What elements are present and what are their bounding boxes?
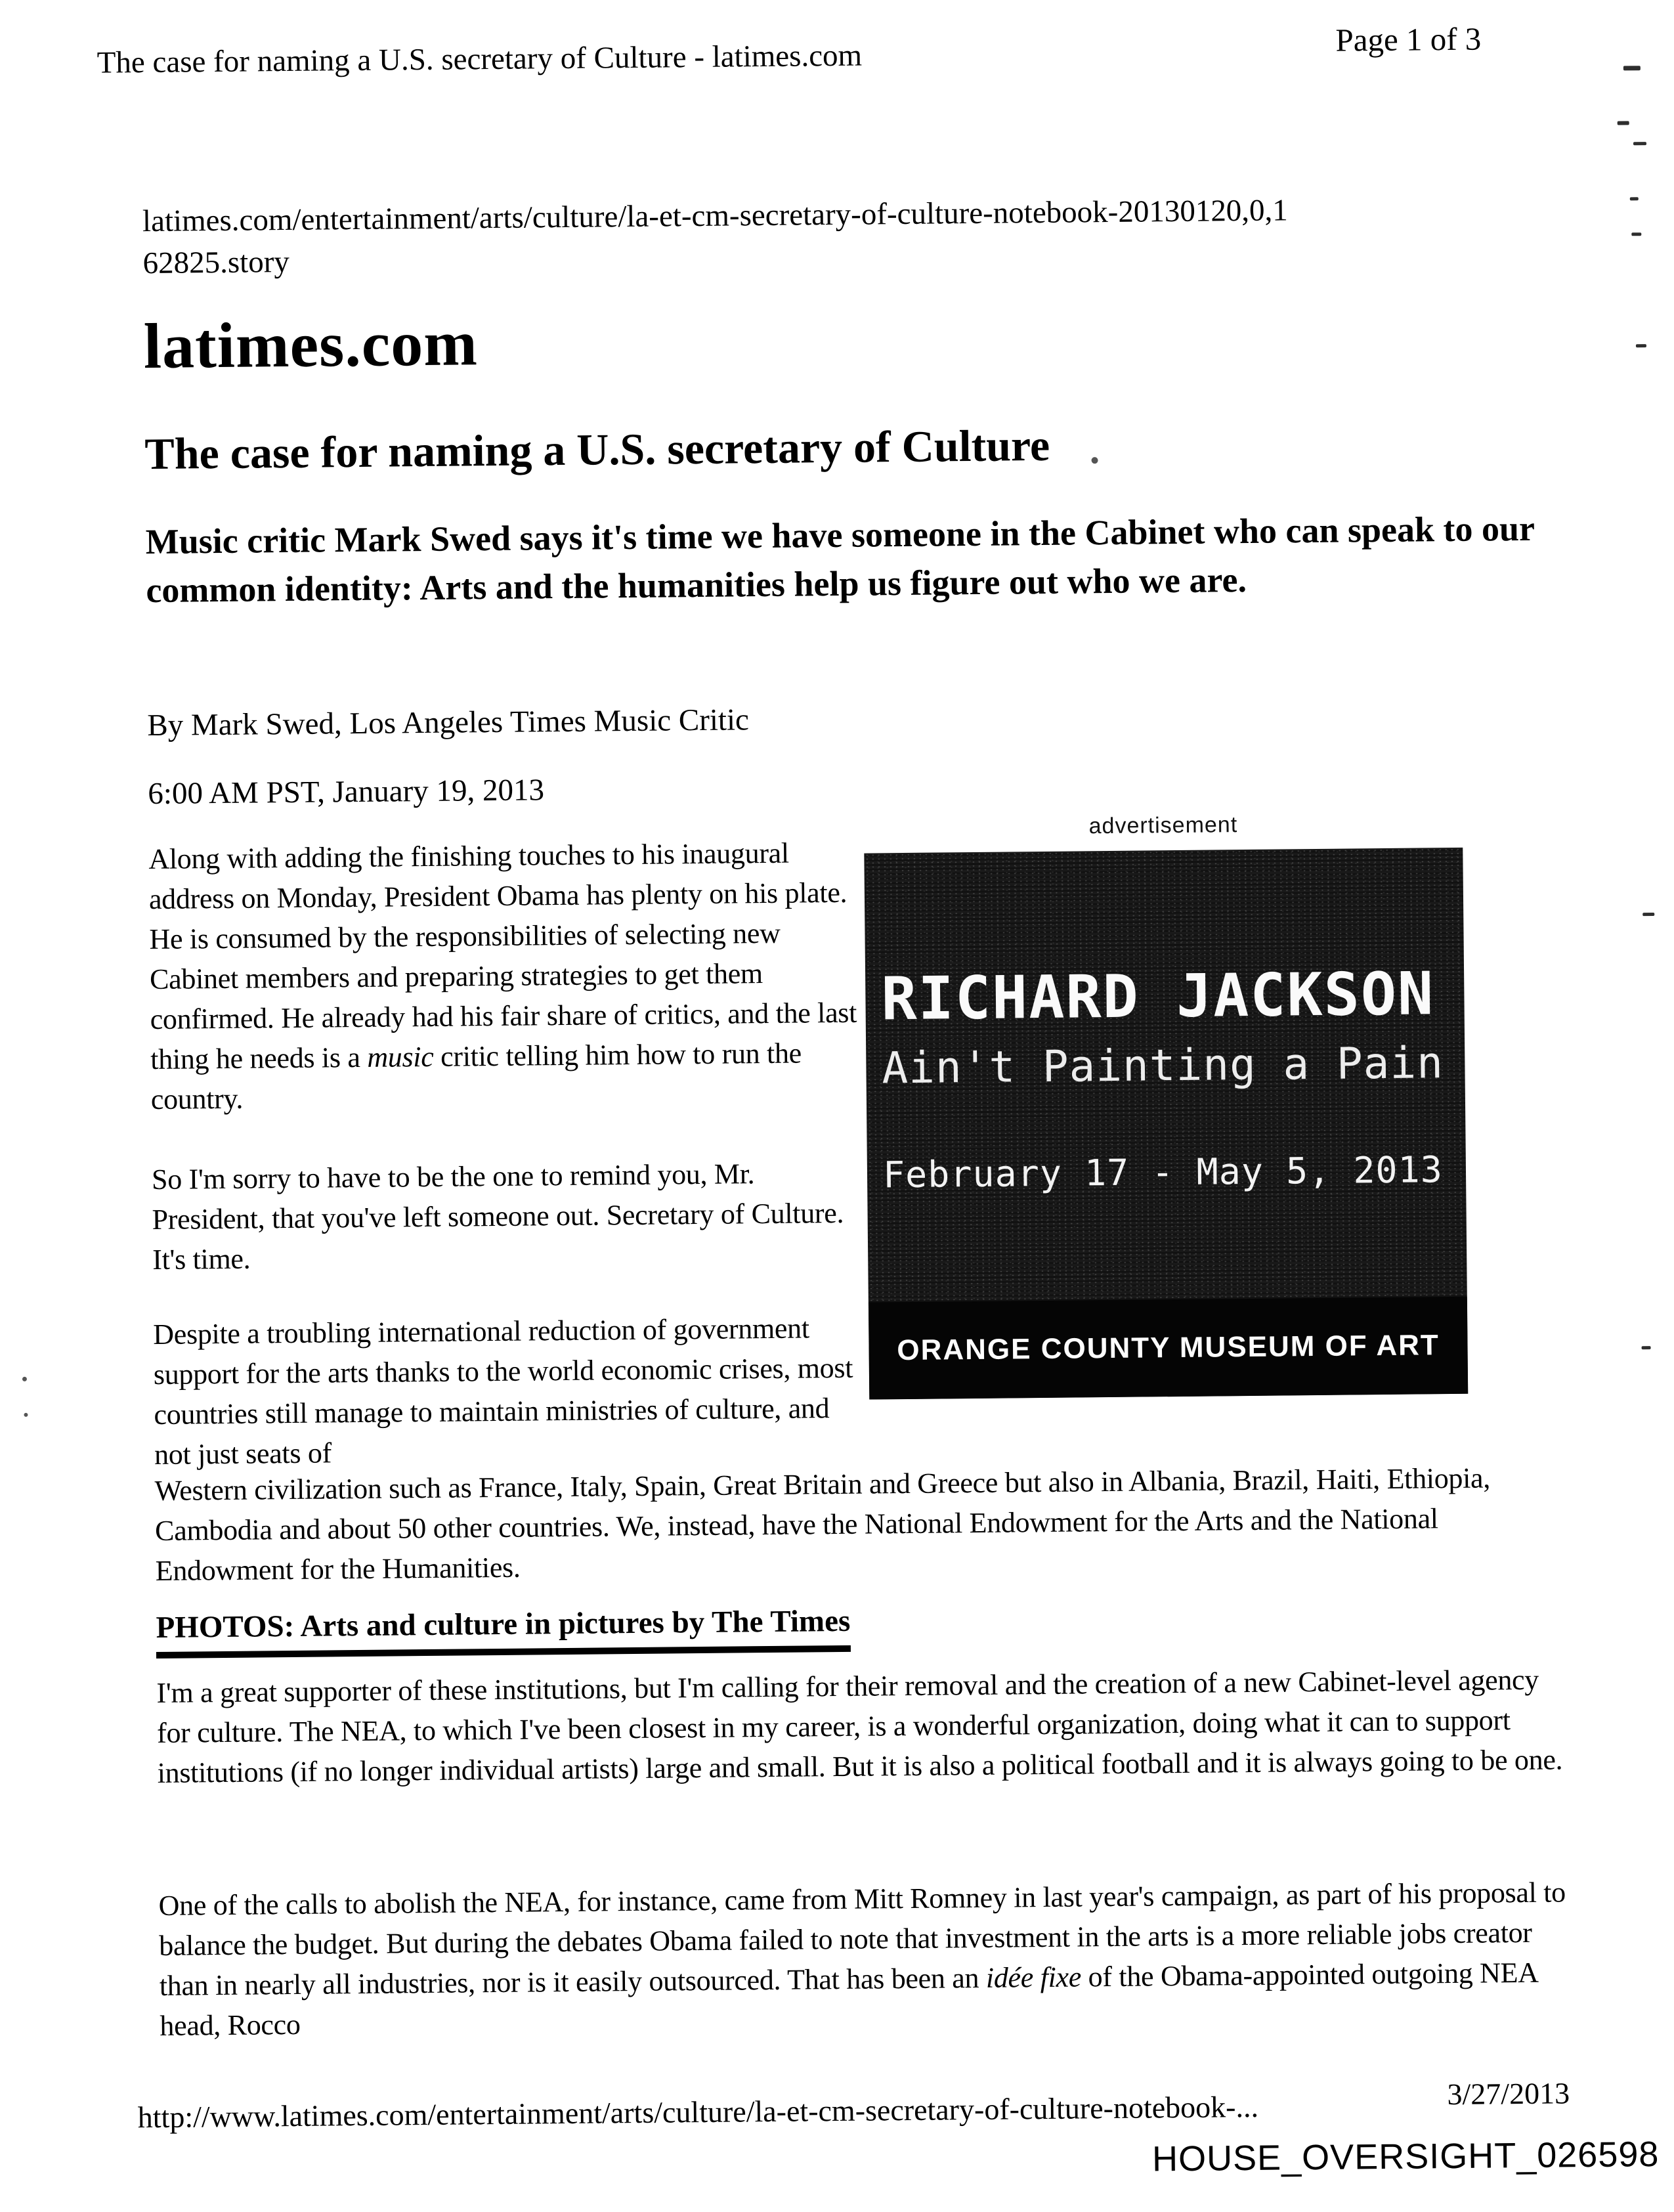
article-byline: By Mark Swed, Los Angeles Times Music Critic [147, 703, 750, 743]
paragraph-5-text: One of the calls to abolish the NEA, for instance, came from Mitt Romney in last year's campaign, as part of his proposal to balance the budget. But during the debates Obama failed to note that investment in the arts is a more reliable jobs creator than in nearly all industries, nor is it easily outsourced. That has been an [158, 1876, 1566, 2002]
scanner-artifact [1642, 913, 1654, 916]
ad-venue-name: ORANGE COUNTY MUSEUM OF ART [869, 1297, 1468, 1400]
scanner-artifact [1633, 142, 1646, 145]
scanner-artifact [1636, 344, 1646, 347]
masthead-logo: latimes.com [143, 308, 479, 383]
article-dateline: 6:00 AM PST, January 19, 2013 [148, 773, 545, 812]
photos-link[interactable]: PHOTOS: Arts and culture in pictures by The Times [156, 1603, 850, 1659]
ad-exhibition-title: Ain't Painting a Pain [882, 1037, 1444, 1094]
advertisement-banner [864, 848, 1468, 1400]
advertisement-label: advertisement [1088, 812, 1238, 839]
paragraph-3-continued: Western civilization such as France, Italy, Spain, Great Britain and Greece but also in Albania, Brazil, Haiti, Ethiopia, Cambodia and about 50 other countries. We, instead, have the National Endowment for the Arts and the National Endowment for the Humanities. [154, 1462, 1491, 1587]
paragraph-1 [148, 833, 860, 1119]
footer-print-date: 3/27/2013 [1447, 2076, 1570, 2112]
paragraph-5-text-end: of the Obama-appointed outgoing NEA head, Rocco [160, 1956, 1537, 2042]
paragraph-3: Despite a troubling international reduction of government support for the arts thanks to the world economic crises, most countries still manage to maintain ministries of culture, and not just seats of [153, 1312, 853, 1471]
paragraph-1-text: Along with adding the finishing touches to his inaugural address on Monday, President Obama has plenty on his plate. He is consumed by the responsibilities of selecting new Cabinet members and preparing strategies to get them confirmed. He already had his fair share of critics, and the last thing he needs is a [148, 836, 857, 1076]
scanner-artifact [1630, 197, 1639, 200]
footer-url: http://www.latimes.com/entertainment/arts/culture/la-et-cm-secretary-of-culture-notebook-... [137, 2089, 1259, 2135]
paragraph-4: I'm a great supporter of these institutions, but I'm calling for their removal and the creation of a new Cabinet-level agency for culture. The NEA, to which I've been closest in my career, is a wonderful organization, doing what it can to support institutions (if no longer individual artists) large and small. But it is also a political football and it is always going to be one. [156, 1663, 1563, 1789]
paragraph-1-text-end: critic telling him how to run the country. [150, 1037, 802, 1116]
article-source-url: latimes.com/entertainment/arts/culture/la-et-cm-secretary-of-culture-notebook-20130120,0,162825.story [142, 193, 1289, 281]
ad-exhibition-dates: February 17 - May 5, 2013 [882, 1148, 1444, 1196]
scanner-artifact [1618, 121, 1629, 125]
scanner-artifact [24, 1413, 28, 1417]
paragraph-1-italic: music [367, 1040, 434, 1073]
scanner-artifact [1642, 1346, 1651, 1349]
ad-artist-name: RICHARD JACKSON [880, 959, 1435, 1034]
scanner-artifact [1623, 66, 1641, 70]
scanner-artifact [1631, 232, 1641, 236]
article-headline: The case for naming a U.S. secretary of Culture [144, 420, 1050, 479]
page-number: Page 1 of 3 [1335, 20, 1482, 58]
paragraph-2: So I'm sorry to have to be the one to remind you, Mr. President, that you've left someone out. Secretary of Culture. It's time. [151, 1158, 844, 1276]
paragraph-5-italic: idée fixe [985, 1961, 1082, 1994]
scanner-artifact [22, 1377, 27, 1381]
article-subhead: Music critic Mark Swed says it's time we have someone in the Cabinet who can speak to our common identity: Arts and the humanities help us figure out who we are. [145, 508, 1535, 611]
scanner-artifact [1092, 457, 1098, 464]
running-header-title: The case for naming a U.S. secretary of Culture - latimes.com [97, 38, 863, 80]
bates-stamp: HOUSE_OVERSIGHT_026598 [1151, 2135, 1660, 2179]
paragraph-5 [158, 1872, 1577, 2046]
